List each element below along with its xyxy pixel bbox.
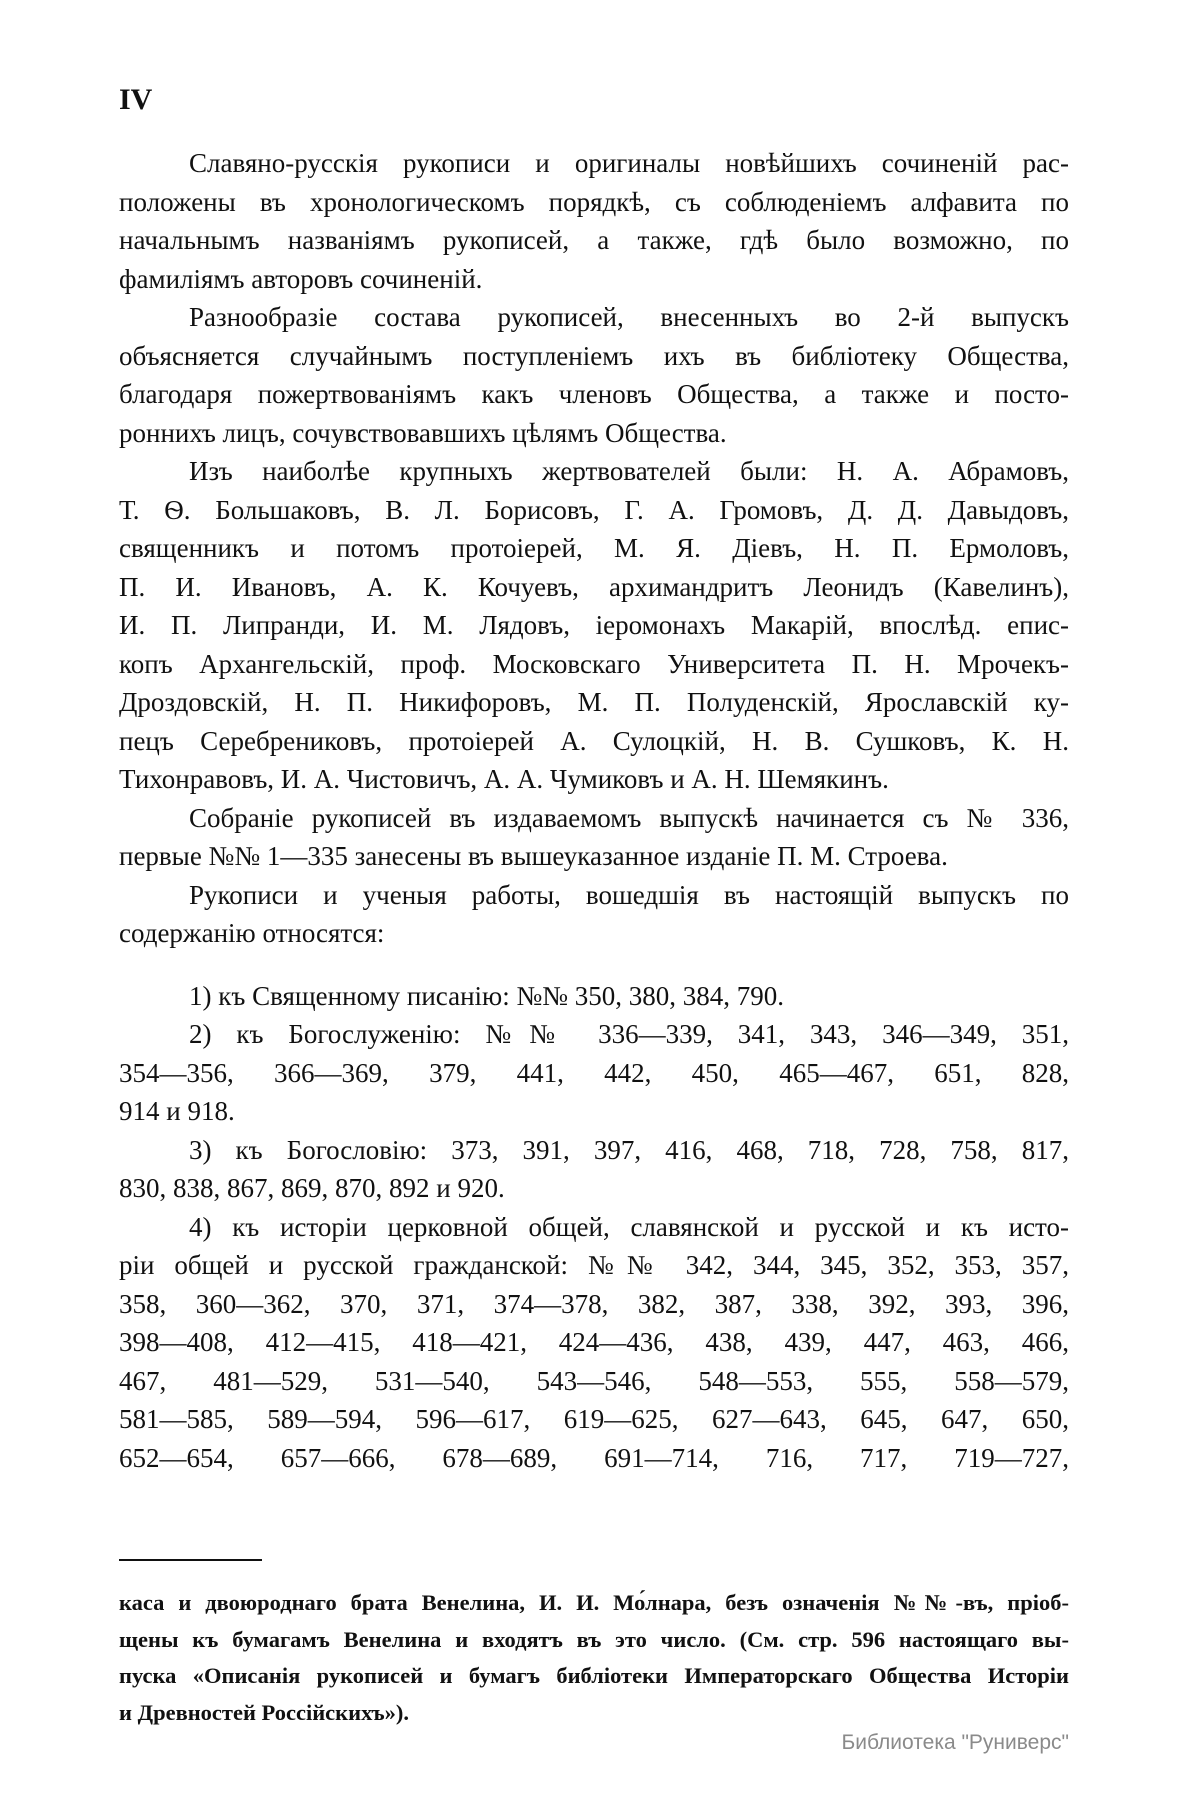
text-line: 4) къ исторіи церковной общей, славянской и русской и къ исто- — [189, 1211, 1069, 1242]
footnote-line: щены къ бумагамъ Венелина и входятъ въ это число. (См. стр. 596 настоящаго вы- — [119, 1626, 1069, 1652]
footnote-line: и Древностей Россійскихъ»). — [119, 1700, 409, 1726]
footnote-line: каса и двоюроднаго брата Венелина, И. И. Мо́лнара, безъ означенія №№-въ, пріоб- — [119, 1590, 1069, 1615]
text-line: копъ Архангельскій, проф. Московскаго Университета П. Н. Мрочекъ- — [119, 648, 1069, 679]
text-line: начальнымъ названіямъ рукописей, а также, гдѣ было возможно, по — [119, 225, 1069, 255]
text-line: 914 и 918. — [119, 1096, 235, 1126]
text-line: Разнообразіе состава рукописей, внесенныхъ во 2-й выпускъ — [189, 302, 1069, 332]
text-line: Т. Ѳ. Большаковъ, В. Л. Борисовъ, Г. А. Громовъ, Д. Д. Давыдовъ, — [119, 494, 1069, 525]
paragraph — [119, 452, 1069, 799]
text-line: благодаря пожертвованіямъ какъ членовъ Общества, а также и посто- — [119, 379, 1069, 409]
paragraphs — [119, 144, 1069, 953]
text-line: 467, 481—529, 531—540, 543—546, 548—553, 555, 558—579, — [119, 1365, 1069, 1396]
text-line: 581—585, 589—594, 596—617, 619—625, 627—643, 645, 647, 650, — [119, 1404, 1069, 1434]
list-item — [119, 1131, 1069, 1208]
text-line: 358, 360—362, 370, 371, 374—378, 382, 387, 338, 392, 393, 396, — [119, 1288, 1069, 1319]
text-line: первые №№ 1—335 занесены въ вышеуказанное изданіе П. М. Строева. — [119, 841, 948, 871]
page-number: IV — [119, 83, 153, 116]
paragraph — [119, 799, 1069, 876]
content-list — [119, 977, 1069, 1478]
text-line: роннихъ лицъ, сочувствовавшихъ цѣлямъ Общества. — [119, 417, 727, 448]
text-line: содержанію относятся: — [119, 918, 385, 948]
text-line: И. П. Липранди, И. М. Лядовъ, іеромонахъ Макарій, впослѣд. епис- — [119, 610, 1069, 640]
text-line: Дроздовскій, Н. П. Никифоровъ, М. П. Полуденскій, Ярославскій ку- — [119, 687, 1069, 717]
text-line: Изъ наиболѣе крупныхъ жертвователей были: Н. А. Абрамовъ, — [189, 456, 1069, 486]
text-line: священникъ и потомъ протоіерей, М. Я. Діевъ, Н. П. Ермоловъ, — [119, 533, 1069, 563]
text-line: объясняется случайнымъ поступленіемъ ихъ въ библіотеку Общества, — [119, 340, 1069, 371]
footnote — [119, 1585, 1069, 1732]
text-line: П. И. Ивановъ, А. К. Кочуевъ, архимандритъ Леонидъ (Кавелинъ), — [119, 571, 1069, 602]
text-line: 2) къ Богослуженію: №№ 336—339, 341, 343, 346—349, 351, — [189, 1019, 1069, 1049]
text-line: 3) къ Богословію: 373, 391, 397, 416, 468, 718, 728, 758, 817, — [189, 1134, 1069, 1165]
list-item — [119, 1015, 1069, 1131]
list-item — [119, 977, 1069, 1016]
footnote-line: пуска «Описанія рукописей и бумагъ библіотеки Императорскаго Общества Исторіи — [119, 1663, 1069, 1689]
paragraph — [119, 876, 1069, 953]
text-line: Собраніе рукописей въ издаваемомъ выпускѣ начинается съ № 336, — [189, 802, 1069, 833]
text-line: 354—356, 366—369, 379, 441, 442, 450, 465—467, 651, 828, — [119, 1057, 1069, 1088]
text-line: Рукописи и ученыя работы, вошедшія въ настоящій выпускъ по — [189, 879, 1069, 910]
text-line: 1) къ Священному писанію: №№ 350, 380, 384, 790. — [189, 980, 784, 1011]
library-watermark: Библиотека "Руниверс" — [841, 1731, 1069, 1754]
text-line: положены въ хронологическомъ порядкѣ, съ соблюденіемъ алфавита по — [119, 186, 1069, 217]
text-line: 398—408, 412—415, 418—421, 424—436, 438, 439, 447, 463, 466, — [119, 1327, 1069, 1357]
main-text — [119, 144, 1069, 1477]
text-line: Тихонравовъ, И. А. Чистовичъ, А. А. Чумиковъ и А. Н. Шемякинъ. — [119, 764, 889, 794]
text-line: пецъ Серебрениковъ, протоіерей А. Сулоцкій, Н. В. Сушковъ, К. Н. — [119, 725, 1069, 756]
paragraph — [119, 144, 1069, 298]
paragraph — [119, 298, 1069, 452]
text-line: ріи общей и русской гражданской: №№ 342, 344, 345, 352, 353, 357, — [119, 1250, 1069, 1280]
list-item — [119, 1208, 1069, 1478]
text-line: 652—654, 657—666, 678—689, 691—714, 716, 717, 719—727, — [119, 1442, 1069, 1473]
text-line: Славяно-русскія рукописи и оригиналы новѣйшихъ сочиненій рас- — [189, 148, 1069, 178]
text-line: фамиліямъ авторовъ сочиненій. — [119, 263, 483, 294]
text-line: 830, 838, 867, 869, 870, 892 и 920. — [119, 1173, 505, 1203]
footnote-divider — [119, 1559, 262, 1561]
